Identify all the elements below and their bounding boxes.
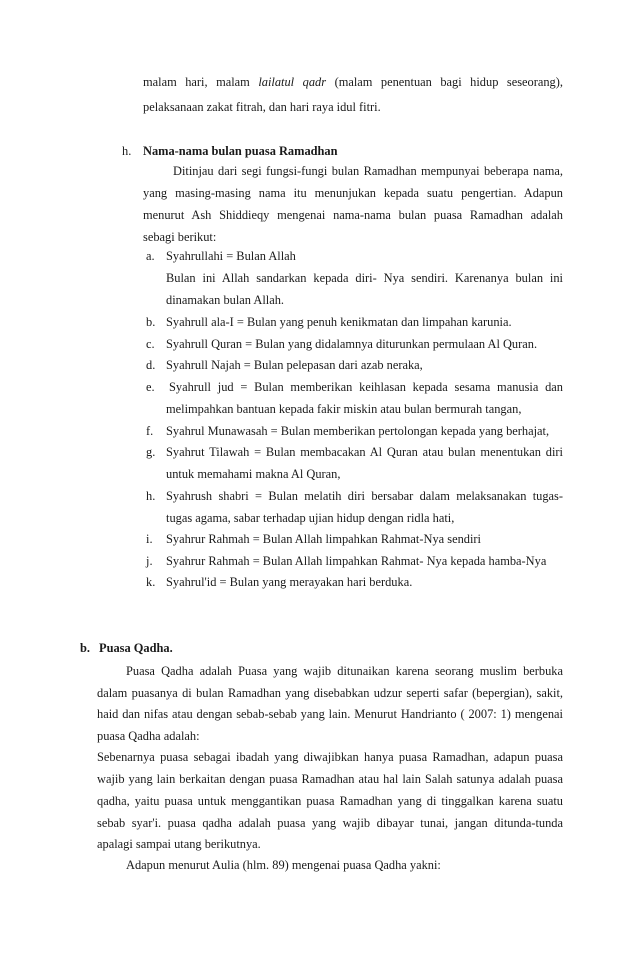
list-marker-i: i. [146,532,153,546]
list-item-b: Syahrull ala-I = Bulan yang penuh kenikmatan dan limpahan karunia. [166,315,512,329]
section-b-line-4: puasa Qadha adalah: [97,729,200,743]
section-b-line-5: Sebenarnya puasa sebagai ibadah yang diwajibkan hanya puasa Ramadhan, adapun puasa [97,750,563,764]
list-marker-d: d. [146,358,156,372]
section-b-line-8: sebab syar'i. puasa qadha adalah puasa yang wajib dibayar tunai, jangan ditunda-tunda [97,816,563,830]
section-h-para-line-4: sebagi berikut: [143,230,217,244]
list-item-a-line-2: Bulan ini Allah sandarkan kepada diri- Nya sendiri. Karenanya bulan ini [166,271,563,285]
section-b-line-6: wajib yang lain berkaitan dengan puasa Ramadhan atau hal lain Salah satunya adalah puasa [97,772,563,786]
list-marker-c: c. [146,337,155,351]
list-item-f: Syahrul Munawasah = Bulan memberikan pertolongan kepada yang berhajat, [166,424,550,438]
list-marker-b: b. [146,315,156,329]
list-item-g-line-2: untuk memahami makna Al Quran, [166,467,341,481]
list-marker-g: g. [146,445,156,459]
section-b-line-7: qadha, yaitu puasa untuk menggantikan puasa Ramadhan yang di tinggalkan karena suatu [97,794,563,808]
list-item-e-line-2: melimpahkan bantuan kepada fakir miskin atau bulan bermurah tangan, [166,402,522,416]
intro-line-1 [143,74,563,90]
section-b-line-9: apalagi sampai utang berikutnya. [97,837,261,851]
list-marker-a: a. [146,249,155,263]
section-h-para-line-2: yang masing-masing nama itu menunjukan kepada suatu pengertian. Adapun [143,186,563,200]
section-b-line-10: Adapun menurut Aulia (hlm. 89) mengenai puasa Qadha yakni: [126,858,441,872]
section-b-line-3: haid dan nifas atau dengan sebab-sebab yang lain. Menurut Handrianto ( 2007: 1) mengenai [97,707,563,721]
section-b-line-1: Puasa Qadha adalah Puasa yang wajib ditunaikan karena seorang muslim berbuka [126,664,563,678]
section-h-title: Nama-nama bulan puasa Ramadhan [143,144,338,158]
list-item-i: Syahrur Rahmah = Bulan Allah limpahkan Rahmat-Nya sendiri [166,532,481,546]
list-marker-e: e. [146,380,155,394]
list-item-h-line-2: tugas agama, sabar terhadap ujian hidup dengan ridla hati, [166,511,455,525]
list-item-k: Syahrul'id = Bulan yang merayakan hari berduka. [166,575,413,589]
list-item-a-line-1: Syahrullahi = Bulan Allah [166,249,296,263]
section-b-marker: b. [80,641,90,655]
section-h-marker: h. [122,144,132,158]
section-h-para-line-1: Ditinjau dari segi fungsi-fungi bulan Ramadhan mempunyai beberapa nama, [173,164,563,178]
intro-text-b: (malam penentuan bagi hidup seseorang), [334,75,563,89]
list-item-e-line-1: Syahrull jud = Bulan memberikan keihlasan kepada sesama manusia dan [169,380,563,394]
intro-italic-term: lailatul qadr [258,75,327,89]
list-item-j: Syahrur Rahmah = Bulan Allah limpahkan Rahmat- Nya kepada hamba-Nya [166,554,547,568]
section-b-title: Puasa Qadha. [99,641,173,655]
section-h-para-line-3: menurut Ash Shiddieqy mengenai nama-nama bulan puasa Ramadhan adalah [143,208,563,222]
list-item-c: Syahrull Quran = Bulan yang didalamnya diturunkan permulaan Al Quran. [166,337,538,351]
list-item-h-line-1: Syahrush shabri = Bulan melatih diri bersabar dalam melaksanakan tugas- [166,489,563,503]
list-marker-h: h. [146,489,156,503]
intro-line-2: pelaksanaan zakat fitrah, dan hari raya idul fitri. [143,100,381,114]
list-marker-j: j. [146,554,153,568]
intro-text-a: malam hari, malam [143,75,250,89]
list-marker-k: k. [146,575,156,589]
list-item-d: Syahrull Najah = Bulan pelepasan dari azab neraka, [166,358,423,372]
section-b-line-2: dalam puasanya di bulan Ramadhan yang disebabkan udzur seperti safar (bepergian), sakit, [97,686,563,700]
list-item-g-line-1: Syahrut Tilawah = Bulan membacakan Al Quran atau bulan menentukan diri [166,445,563,459]
list-marker-f: f. [146,424,154,438]
list-item-a-line-3: dinamakan bulan Allah. [166,293,285,307]
